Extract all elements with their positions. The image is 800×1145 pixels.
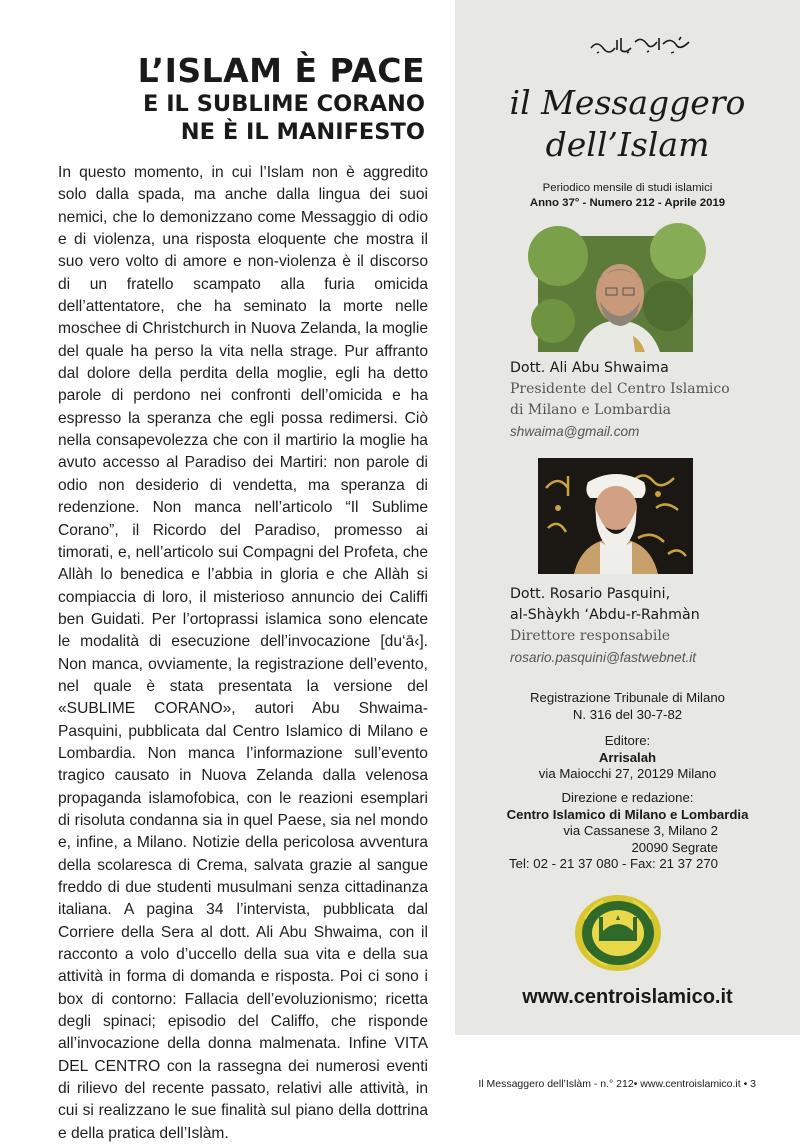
- masthead-sidebar: [455, 0, 800, 1035]
- person1-role-line-1: Presidente del Centro Islamico: [510, 381, 730, 397]
- headline-line-1: L’ISLAM È PACE: [137, 51, 425, 90]
- person-card-ali-abu-shwaima: [510, 358, 790, 443]
- person1-name: Dott. Ali Abu Shwaima: [510, 360, 669, 376]
- page-footer: Il Messaggero dell’Islàm - n.° 212• www.centroislamico.it • 3: [478, 1078, 756, 1090]
- address-city: 20090 Segrate: [631, 839, 718, 855]
- magazine-title-line-1: il Messaggero: [509, 83, 746, 122]
- editor-address: via Maiocchi 27, 20129 Milano: [538, 766, 717, 781]
- periodical-info: [455, 181, 800, 211]
- address-phone: Tel: 02 - 21 37 080 - Fax: 21 37 270: [509, 856, 718, 871]
- person-card-rosario-pasquini: [510, 584, 790, 669]
- website-link[interactable]: www.centroislamico.it: [522, 986, 733, 1008]
- address-label: Direzione e redazione:: [561, 790, 694, 805]
- person2-email[interactable]: rosario.pasquini@fastwebnet.it: [510, 650, 697, 665]
- editor-name: Arrisalah: [598, 749, 657, 765]
- person1-email[interactable]: shwaima@gmail.com: [510, 424, 640, 439]
- editor-label: Editore:: [604, 733, 651, 748]
- editorial-address: [455, 790, 800, 873]
- bismillah-calligraphy-icon: [587, 34, 697, 56]
- headline: [138, 52, 425, 146]
- address-organization: Centro Islamico di Milano e Lombardia: [506, 806, 749, 822]
- person1-role-line-2: di Milano e Lombardia: [510, 402, 671, 418]
- registration-line-2: N. 316 del 30-7-82: [572, 706, 683, 722]
- person2-role: Direttore responsabile: [510, 628, 671, 644]
- portrait-rosario-pasquini: [538, 458, 693, 574]
- headline-line-2: E IL SUBLIME CORANO: [142, 91, 425, 117]
- issue-number: Anno 37° - Numero 212 - Aprile 2019: [529, 197, 726, 209]
- person2-name-line-1: Dott. Rosario Pasquini,: [510, 586, 671, 602]
- magazine-title: [455, 82, 800, 166]
- centro-islamico-logo-icon: [573, 893, 663, 973]
- periodical-subtitle: Periodico mensile di studi islamici: [542, 182, 713, 194]
- address-street: via Cassanese 3, Milano 2: [563, 823, 718, 838]
- registration-info: [455, 690, 800, 783]
- registration-line-1: Registrazione Tribunale di Milano: [530, 690, 725, 705]
- headline-line-3: NE È IL MANIFESTO: [180, 119, 425, 145]
- article-body: In questo momento, in cui l’Islam non è aggredito solo dalla spada, ma anche dalla lingua dei suoi nemici, che lo demonizzano come Messaggio di odio e di violenza, una risposta eloquente che mostra il suo vero volto di amore e non-violenza è il discorso di un fratello scampato alla furia omicida dell’attentatore, che ha seminato la morte nelle moschee di Christchurch in Nuova Zelanda, la moglie del quale ha perso la vita nella strage. Pur affranto dal dolore della perdita della moglie, egli ha detto parole di perdono nei confronti dell’omicida e ha espresso la speranza che egli possa redimersi. Ciò nella consapevolezza che con il martirio la moglie ha avuto accesso al Paradiso dei Martiri: non parole di odio non desiderio di vendetta, ma speranza di redenzione. Non manca nell’articolo “Il Sublime Corano”, il Ricordo del Paradiso, promesso ai timorati, e, nell’articolo sui Compagni del Profeta, che Allàh lo benedica e l’abbia in gloria e che Allàh si compiaccia di loro, il misterioso annuncio dei Califfi ben Guidati. Per l’ortoprassi islamica sono elencate le modalità di esecuzione dell’invocazione [du‘ā‹]. Non manca, ovviamente, la registrazione dell’evento, nel quale è stata presentata la versione del «SUBLIME CORANO», autori Abu Shwaima-Pasquini, pubblicata dal Centro Islamico di Milano e Lombardia. Non manca l’informazione sull’evento tragico causato in Nuova Zelanda dalla velenosa propaganda islamofobica, con le reazioni esemplari di risoluta condanna sia in quel Paese, sia nel mondo e, infine, a Milano. Notizie della pericolosa avventura della scolaresca di Crema, salvata grazie al sangue freddo di due studenti musulmani senza cittadinanza italiana. A pagina 34 l’intervista, pubblicata dal Corriere della Sera al dott. Ali Abu Shwaima, con il racconto a volo d’uccello della sua vita e della sua attività in forma di domanda e risposta. Poi ci sono i box di contorno: Fallacia dell’evoluzionismo; ricetta degli spinaci; episodio del Califfo, che risponde all’invocazione della donna malmenata. Infine VITA DEL CENTRO con la rassegna dei numerosi eventi di rilievo del recente passato, relativi alle attività, in cui si realizzano le sue finalità sul piano della dottrina e della pratica dell’Islàm.: [58, 164, 428, 1142]
- portrait-ali-abu-shwaima: [538, 236, 693, 352]
- magazine-title-line-2: dell’Islam: [545, 125, 710, 164]
- person2-name-line-2: al-Shàykh ‘Abdu-r-Rahmàn: [510, 607, 700, 623]
